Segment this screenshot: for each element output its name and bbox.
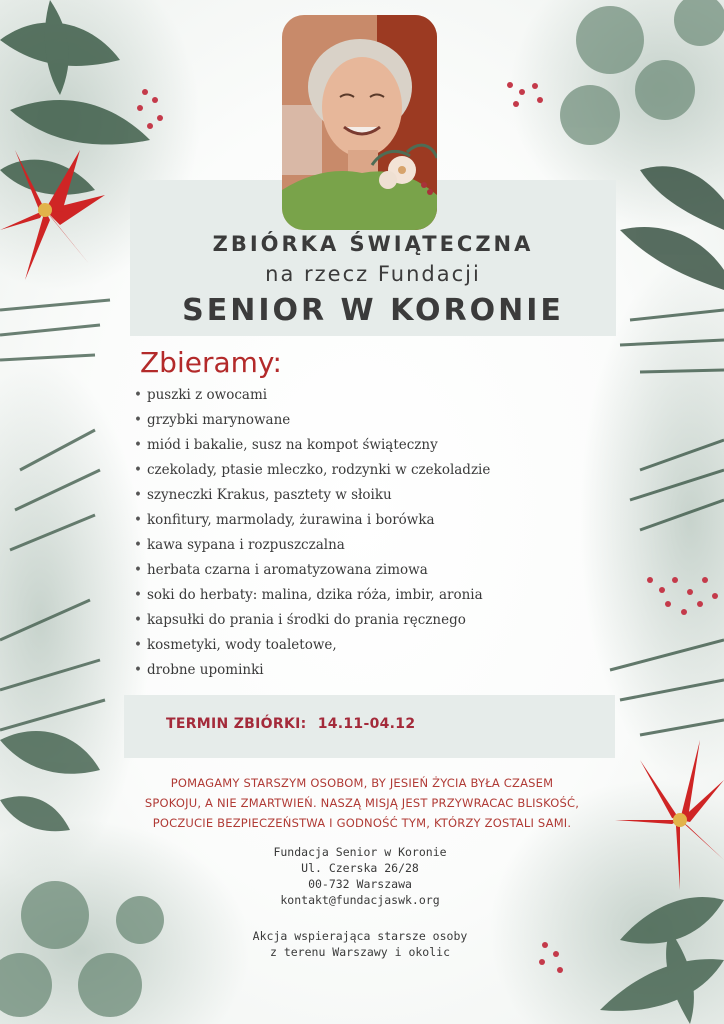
- list-item: • kosmetyki, wody toaletowe,: [134, 637, 490, 662]
- mission-line: SPOKOJU, A NIE ZMARTWIEŃ. NASZĄ MISJĄ JEST PRZYWRACAC BLISKOŚĆ,: [144, 796, 580, 810]
- contact-street: Ul. Czerska 26/28: [301, 861, 419, 875]
- footer-line: Akcja wspierająca starsze osoby: [252, 929, 468, 943]
- list-item: • szyneczki Krakus, pasztety w słoiku: [134, 487, 490, 512]
- list-item: • kawa sypana i rozpuszczalna: [134, 537, 490, 562]
- list-item: • konfitury, marmolady, żurawina i borówka: [134, 512, 490, 537]
- contact-org-name: Fundacja Senior w Koronie: [273, 845, 447, 859]
- list-item: • herbata czarna i aromatyzowana zimowa: [134, 562, 490, 587]
- title-foundation-name: SENIOR W KORONIE: [182, 293, 564, 328]
- list-item: • puszki z owocami: [134, 387, 490, 412]
- mission-statement: [130, 773, 594, 833]
- list-item: • miód i bakalie, susz na kompot świąteczny: [134, 437, 490, 462]
- list-item: • soki do herbaty: malina, dzika róża, imbir, aronia: [134, 587, 490, 612]
- list-heading: Zbieramy:: [140, 346, 282, 379]
- footer-note: [200, 928, 520, 960]
- collection-deadline: [166, 716, 415, 732]
- list-item: • czekolady, ptasie mleczko, rodzynki w czekoladzie: [134, 462, 490, 487]
- contact-city: 00-732 Warszawa: [308, 877, 412, 891]
- footer-line: z terenu Warszawy i okolic: [269, 945, 450, 959]
- title-line-2: na rzecz Fundacji: [265, 262, 481, 286]
- title-line-1: ZBIÓRKA ŚWIĄTECZNA: [212, 232, 534, 256]
- senior-woman-photo: [282, 15, 437, 230]
- list-item: • kapsułki do prania i środki do prania ręcznego: [134, 612, 490, 637]
- collection-items-list: [134, 387, 490, 687]
- list-item: • drobne upominki: [134, 662, 490, 687]
- mission-line: POMAGAMY STARSZYM OSOBOM, BY JESIEŃ ŻYCIA BYŁA CZASEM: [170, 776, 554, 790]
- contact-email: kontakt@fundacjaswk.org: [280, 893, 440, 907]
- deadline-dates: 14.11-04.12: [317, 716, 416, 732]
- list-item: • grzybki marynowane: [134, 412, 490, 437]
- deadline-label: TERMIN ZBIÓRKI:: [166, 716, 307, 732]
- contact-block: [220, 844, 500, 908]
- mission-line: POCZUCIE BEZPIECZEŃSTWA I GODNOŚĆ TYM, KTÓRZY ZOSTALI SAMI.: [152, 816, 572, 830]
